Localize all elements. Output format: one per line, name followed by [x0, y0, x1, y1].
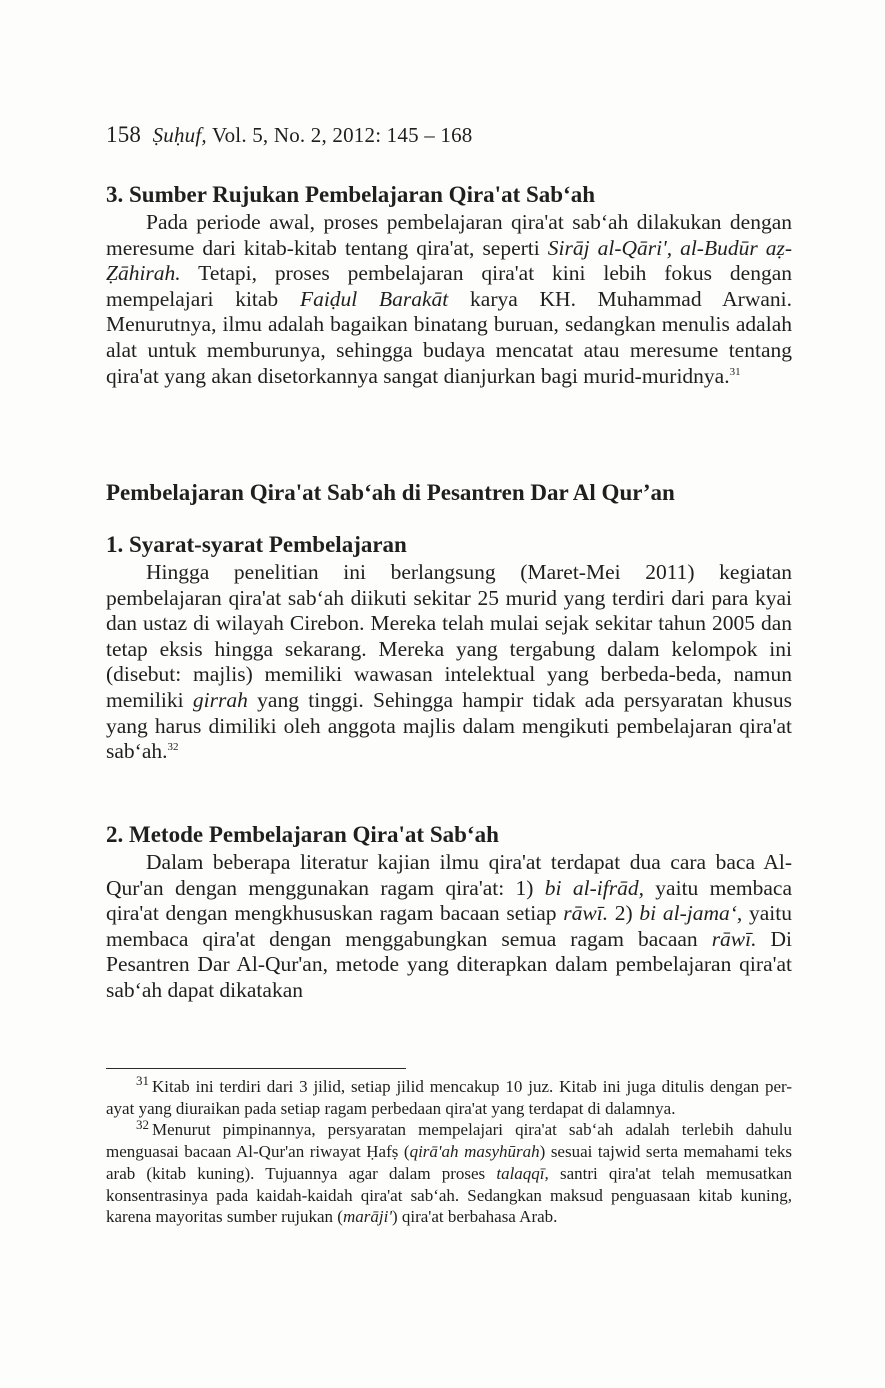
footnote-ref-31[interactable]: 31	[729, 365, 741, 378]
subsection-1-heading: 1. Syarat-syarat Pembelajaran	[106, 532, 407, 557]
footnotes	[106, 1073, 792, 1228]
footnote-ref-32[interactable]: 32	[167, 741, 179, 753]
section-3	[106, 180, 792, 389]
main-section-heading: Pembelajaran Qira'at Sab‘ah di Pesantren Dar Al Qur’an	[106, 480, 675, 505]
footnote-31-number: 31	[136, 1073, 149, 1089]
footnote-31	[106, 1073, 792, 1119]
section-3-heading: 3. Sumber Rujukan Pembelajaran Qira'at Sab‘ah	[106, 182, 596, 207]
footnote-31-text: Kitab ini terdiri dari 3 jilid, setiap jilid mencakup 10 juz. Kitab ini juga ditulis dengan per-ayat yang diuraikan pada setiap ragam perbedaan qira'at yang terdapat di dalamnya.	[106, 1077, 792, 1118]
journal-volume: Vol. 5, No. 2, 2012: 145 – 168	[211, 123, 473, 147]
footnote-32: $^{32}$ Menurut pimpinannya, persyaratan mempelajari qira'at sab‘ah adalah terlebih dahulu menguasai bacaan Al-Qur'an riwayat Ḥafṣ (qirā'ah masyhūrah) sesuai tajwid serta memahami teks arab (kitab kuning). Tujuannya agar dalam proses talaqqī, santri qira'at telah memusatkan konsentrasinya pada kaidah-kaidah qira'at sab‘ah. Sedangkan maksud penguasaan kitab kuning, karena mayoritas sumber rujukan (marāji') qira'at berbahasa Arab.	[106, 1116, 792, 1227]
footnote-separator	[106, 1068, 406, 1069]
page-number: 158	[106, 122, 142, 147]
section-3-paragraph: Pada periode awal, proses pembelajaran qira'at sab‘ah dilakukan dengan meresume dari kitab-kitab tentang qira'at, seperti Sirāj al-Qāri', al-Budūr aẓ-Ẓāhirah. Tetapi, proses pembelajaran qira'at kini lebih fokus dengan mempelajari kitab Faiḍul Barakāt karya KH. Muhammad Arwani. Menurutnya, ilmu adalah bagaikan binatang buruan, sedangkan menulis adalah alat untuk memburunya, sehingga budaya mencatat atau meresume tentang qira'at yang akan disetorkannya sangat dianjurkan bagi murid-muridnya.$^{31}$	[106, 210, 792, 388]
main-section	[106, 478, 792, 508]
subsection-1-paragraph: Hingga penelitian ini berlangsung (Maret-Mei 2011) kegiatan pembelajaran qira'at sab‘ah diikuti sekitar 25 murid yang terdiri dari para kyai dan ustaz di wilayah Cirebon. Mereka telah mulai sejak sekitar tahun 2005 dan tetap eksis hingga sekarang. Mereka yang tergabung dalam kelompok ini (disebut: majlis) memiliki wawasan intelektual yang berbeda-beda, namun memiliki girrah yang tinggi. Sehingga hampir tidak ada persyaratan khusus yang harus dimiliki oleh anggota majlis dalam mengikuti pembelajaran qira'at sab‘ah.$^{32}$	[106, 560, 792, 764]
journal-name: Ṣuḥuf,	[152, 123, 207, 147]
subsection-1	[106, 530, 792, 765]
subsection-2-heading: 2. Metode Pembelajaran Qira'at Sab‘ah	[106, 822, 499, 847]
subsection-2-paragraph: Dalam beberapa literatur kajian ilmu qira'at terdapat dua cara baca Al-Qur'an dengan menggunakan ragam qira'at: 1) bi al-ifrād, yaitu membaca qira'at dengan mengkhususkan ragam bacaan setiap rāwī. 2) bi al-jama‘, yaitu membaca qira'at dengan menggabungkan semua ragam bacaan rāwī. Di Pesantren Dar Al-Qur'an, metode yang diterapkan dalam pembelajaran qira'at sab‘ah dapat dikatakan	[106, 850, 793, 1002]
footnote-32-number: 32	[136, 1116, 149, 1132]
running-header	[106, 122, 472, 148]
subsection-2	[106, 820, 792, 1004]
